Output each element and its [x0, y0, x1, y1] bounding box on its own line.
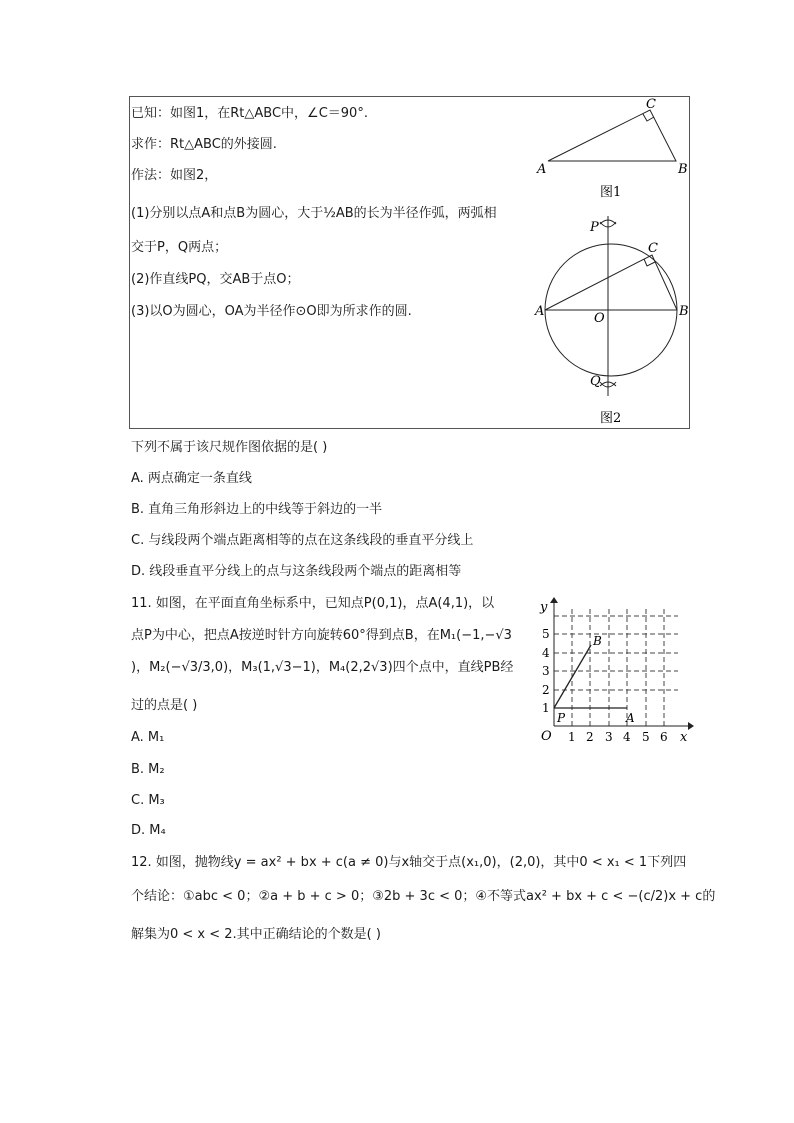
fig2-caption: 图2 — [600, 411, 622, 426]
task-line: 求作：Rt△ABC的外接圆. — [131, 137, 277, 152]
q12-line-3: 解集为0 < x < 2.其中正确结论的个数是( ) — [131, 927, 381, 942]
fig2-label-o: O — [594, 311, 605, 326]
q10-stem: 下列不属于该尺规作图依据的是( ) — [131, 440, 328, 455]
step3-line: (3)以O为圆心，OA为半径作⊙O即为所求作的圆. — [131, 304, 412, 319]
q10-option-a: A. 两点确定一条直线 — [131, 471, 252, 486]
q11-option-d: D. M₄ — [131, 823, 166, 838]
fig1-caption: 图1 — [600, 185, 622, 200]
y-axis-label: y — [540, 600, 548, 615]
method-line: 作法：如图2， — [131, 168, 218, 183]
x-tick-4: 4 — [623, 730, 631, 744]
y-tick-1: 1 — [542, 701, 550, 715]
figure-1 — [536, 97, 688, 200]
y-tick-5: 5 — [542, 627, 550, 641]
figure-2 — [534, 216, 689, 426]
q10-option-c: C. 与线段两个端点距离相等的点在这条线段的垂直平分线上 — [131, 533, 474, 548]
q11-option-a: A. M₁ — [131, 730, 165, 745]
fig1-label-b: B — [678, 162, 688, 177]
fig1-label-c: C — [646, 97, 656, 112]
q11-coordinate-graph — [530, 595, 700, 750]
point-b-label: B — [593, 634, 602, 648]
x-tick-3: 3 — [605, 730, 613, 744]
fig1-label-a: A — [537, 162, 547, 177]
x-tick-2: 2 — [586, 730, 594, 744]
origin-label: O — [541, 729, 552, 744]
q12-line-1: 12. 如图，抛物线y = ax² + bx + c(a ≠ 0)与x轴交于点(x₁,0)，(2,0)，其中0 < x₁ < 1下列四 — [131, 855, 687, 870]
q10-option-d: D. 线段垂直平分线上的点与这条线段两个端点的距离相等 — [131, 564, 462, 579]
q11-line-1: 11. 如图，在平面直角坐标系中，已知点P(0,1)，点A(4,1)，以 — [131, 596, 495, 611]
step2-line: (2)作直线PQ，交AB于点O； — [131, 272, 300, 287]
q12-line-2: 个结论：①abc < 0；②a + b + c > 0；③2b + 3c < 0；④不等式ax² + bx + c < −(c/2)x + c的 — [131, 889, 716, 904]
construction-figures — [0, 0, 794, 440]
fig2-label-b: B — [679, 304, 689, 319]
y-tick-3: 3 — [542, 664, 550, 678]
q10-option-b: B. 直角三角形斜边上的中线等于斜边的一半 — [131, 502, 383, 517]
x-axis-label: x — [680, 730, 688, 745]
point-p-label: P — [557, 711, 566, 725]
y-tick-2: 2 — [542, 683, 550, 697]
q11-option-b: B. M₂ — [131, 762, 165, 777]
x-tick-6: 6 — [660, 730, 668, 744]
fig2-label-c: C — [648, 241, 658, 256]
given-line: 已知：如图1，在Rt△ABC中，∠C＝90°. — [131, 106, 368, 121]
q11-line-3: )，M₂(−√3/3,0)，M₃(1,√3−1)，M₄(2,2√3)四个点中，直线PB经 — [131, 660, 514, 675]
q11-line-4: 过的点是( ) — [131, 698, 198, 713]
point-a-label: A — [626, 711, 635, 725]
fig2-label-a: A — [535, 304, 545, 319]
fig2-label-p: P — [590, 220, 599, 235]
step1-line: (1)分别以点A和点B为圆心，大于½AB的长为半径作弧，两弧相 — [131, 206, 497, 221]
q11-line-2: 点P为中心，把点A按逆时针方向旋转60°得到点B，在M₁(−1,−√3 — [131, 628, 512, 643]
step1-cont-line: 交于P，Q两点； — [131, 240, 228, 255]
y-tick-4: 4 — [542, 646, 550, 660]
x-tick-1: 1 — [568, 730, 576, 744]
fig2-label-q: Q — [590, 374, 601, 389]
q11-option-c: C. M₃ — [131, 793, 165, 808]
x-tick-5: 5 — [642, 730, 650, 744]
